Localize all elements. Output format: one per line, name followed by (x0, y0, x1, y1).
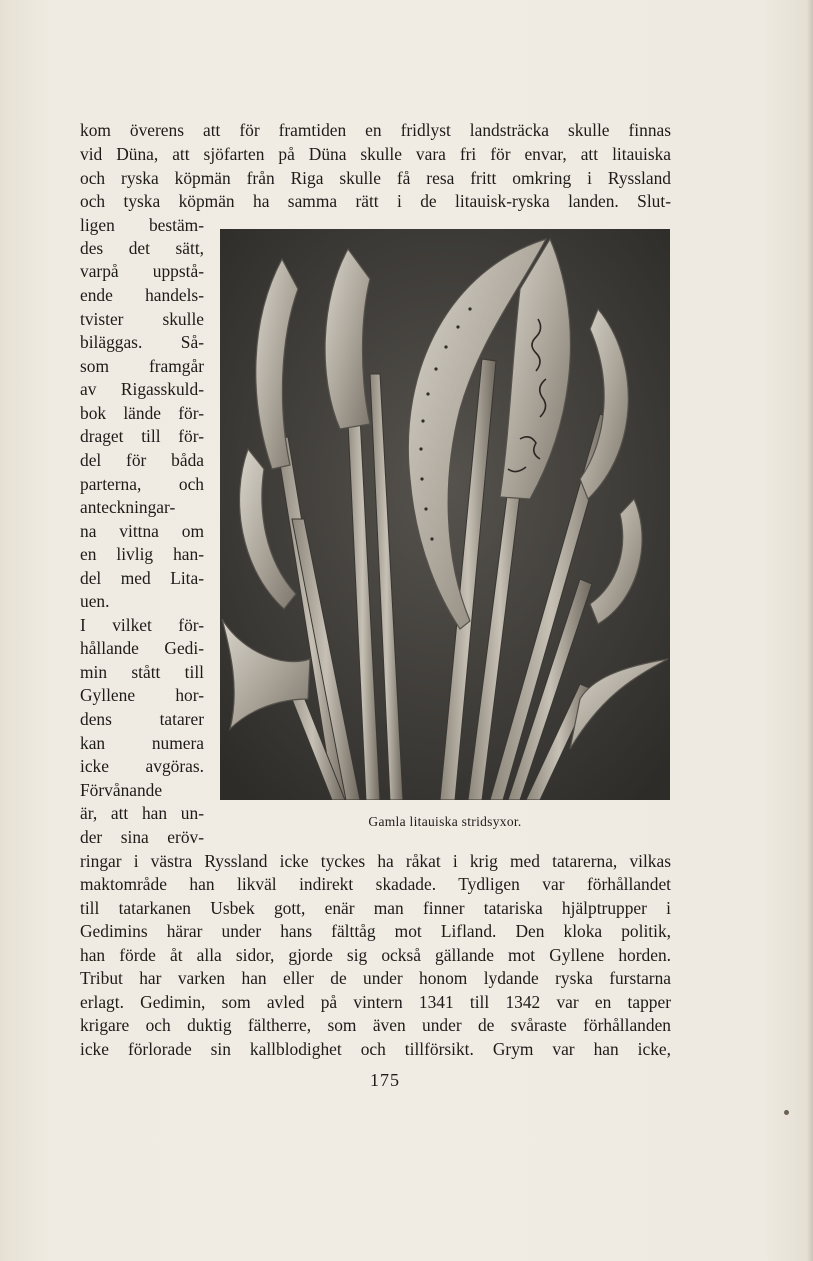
body-line: han förde åt alla sidor, gjorde sig också gällande mot Gyllene horden. (80, 945, 671, 965)
body-line: uen. (80, 591, 110, 611)
body-line: icke avgöras. (80, 756, 204, 776)
body-line: tvister skulle (80, 309, 204, 329)
body-line: I vilket för- (80, 615, 204, 635)
body-line: erlagt. Gedimin, som avled på vintern 1341 till 1342 var en tapper (80, 992, 671, 1012)
page-number: 175 (370, 1070, 400, 1090)
body-line: dens tatarer (80, 709, 204, 729)
body-line: och tyska köpmän ha samma rätt i de litauisk-ryska landen. Slut- (80, 191, 671, 211)
body-line: och ryska köpmän från Riga skulle få resa fritt omkring i Ryssland (80, 168, 671, 188)
body-line: biläggas. Så- (80, 332, 204, 352)
body-line: en livlig han- (80, 544, 204, 564)
body-line: av Rigasskuld- (80, 379, 204, 399)
body-line: till tatarkanen Usbek gott, enär man finner tatariska hjälptrupper i (80, 898, 671, 918)
body-line: ringar i västra Ryssland icke tyckes ha råkat i krig med tatarerna, vilkas (80, 851, 671, 871)
body-line: parterna, och (80, 474, 204, 494)
body-line: Gyllene hor- (80, 685, 204, 705)
body-line: är, att han un- (80, 803, 204, 823)
body-line: krigare och duktig fältherre, som även under de svåraste förhållanden (80, 1015, 671, 1035)
battle-axes-photo (220, 229, 670, 800)
body-line: del för båda (80, 450, 204, 470)
figure-caption: Gamla litauiska stridsyxor. (368, 814, 522, 829)
body-line: anteckningar- (80, 497, 176, 517)
body-line: na vittna om (80, 521, 204, 541)
body-line: vid Düna, att sjöfarten på Düna skulle vara fri för envar, att litauiska (80, 144, 671, 164)
body-line: hållande Gedi- (80, 638, 204, 658)
body-line: Gedimins härar under hans fälttåg mot Lifland. Den kloka politik, (80, 921, 671, 941)
body-line: maktområde han likväl indirekt skadade. Tydligen var förhållandet (80, 874, 671, 894)
body-line: del med Lita- (80, 568, 204, 588)
body-line: som framgår (80, 356, 204, 376)
body-line: icke förlorade sin kallblodighet och tillförsikt. Grym var han icke, (80, 1039, 671, 1059)
body-line: kom överens att för framtiden en fridlyst landsträcka skulle finnas (80, 120, 671, 140)
body-line: bok lände för- (80, 403, 204, 423)
body-line: draget till för- (80, 426, 204, 446)
body-line: ende handels- (80, 285, 204, 305)
body-line: min stått till (80, 662, 204, 682)
paper-speck (784, 1110, 789, 1115)
body-line: kan numera (80, 733, 204, 753)
page-edge-shadow (807, 0, 813, 1261)
body-line: varpå uppstå- (80, 261, 204, 281)
body-line: ligen bestäm- (80, 215, 204, 235)
body-line: Förvånande (80, 780, 163, 800)
body-line: der sina eröv- (80, 827, 204, 847)
body-line: Tribut har varken han eller de under honom lydande ryska furstarna (80, 968, 671, 988)
body-line: des det sätt, (80, 238, 204, 258)
